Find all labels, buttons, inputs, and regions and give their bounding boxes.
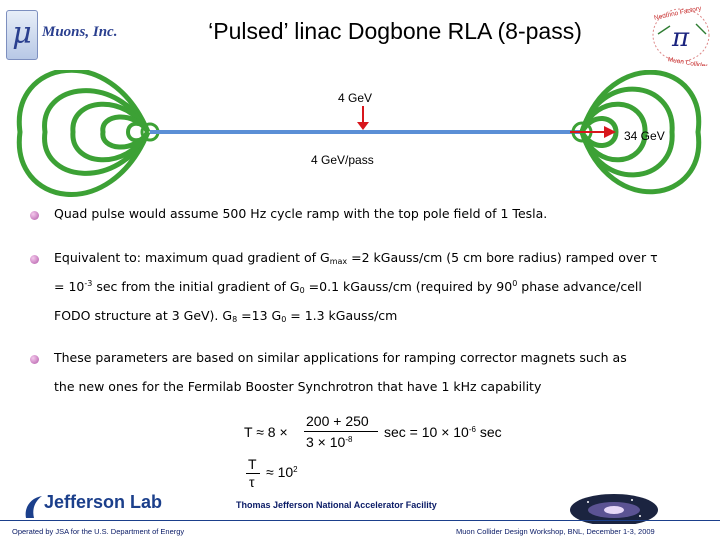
mu-logo-icon: μ [6,10,38,60]
logo-text-bottom: Muon Collider [667,56,708,66]
injection-arrow-icon [357,122,369,130]
bullet-text-line: the new ones for the Fermilab Booster Synchrotron that have 1 kHz capability [54,379,542,394]
bullet-text-line: These parameters are based on similar applications for ramping corrector magnets such as [54,350,627,365]
equation-cycle-time: T ≈ 8 × 200 + 250 $3 \times 10^{-8}$ $\sec = 10 \times 10^{-6}$ sec [244,413,502,450]
pi-glyph: π [672,23,690,53]
bullet-text: Quad pulse would assume 500 Hz cycle ramp with the top pole field of 1 Tesla. [54,206,548,221]
event-text: Muon Collider Design Workshop, BNL, December 1-3, 2009 [456,527,655,536]
logo-text-top: Neutrino Factory [653,5,702,22]
energy-gain-label: 4 GeV/pass [311,153,374,167]
nufact-logo [648,4,714,66]
muons-inc-logo [6,6,156,62]
equation-ratio: T τ ≈ $10^2$ [248,456,298,490]
fraction-bar [304,431,378,432]
jlab-swoosh-icon [22,494,44,520]
nufact-logo-icon [648,4,714,66]
conference-logo [568,488,660,524]
bullet-icon [30,355,39,364]
left-arcs [19,70,158,194]
bullet-item [30,350,700,398]
jefferson-lab-logo [22,488,167,524]
lab-name: Thomas Jefferson National Accelerator Facility [236,500,437,510]
operated-by-text: Operated by JSA for the U.S. Department of Energy [12,527,185,536]
bullet-text-line: FODO structure at 3 GeV). $G_8 =13$ $G_0 = 1.3$ kGauss/cm [54,308,398,324]
bullet-text-line: Equivalent to: maximum quad gradient of $G_{max} =2$ kGauss/cm (5 cm bore radius) ramped over τ [54,250,658,266]
company-name: Muons, Inc. [42,24,118,40]
dogbone-rla-diagram [0,70,720,200]
injection-energy-label: 4 GeV [338,91,373,105]
bullet-text-line: = $10^{-3}$ sec from the initial gradient of $G_0 =0.1$ kGauss/cm (required by $90^0$ phase advance/cell [54,279,642,295]
jlab-logo-text: Jefferson Lab [44,492,163,512]
galaxy-logo-icon [568,488,660,524]
page-title: ‘Pulsed’ linac Dogbone RLA (8-pass) [208,18,582,44]
bullet-icon [30,255,39,264]
bullet-icon [30,211,39,220]
bullet-item [30,250,700,325]
final-energy-label: 34 GeV [624,129,665,143]
bullet-item [30,206,700,226]
footer-divider [0,520,720,521]
